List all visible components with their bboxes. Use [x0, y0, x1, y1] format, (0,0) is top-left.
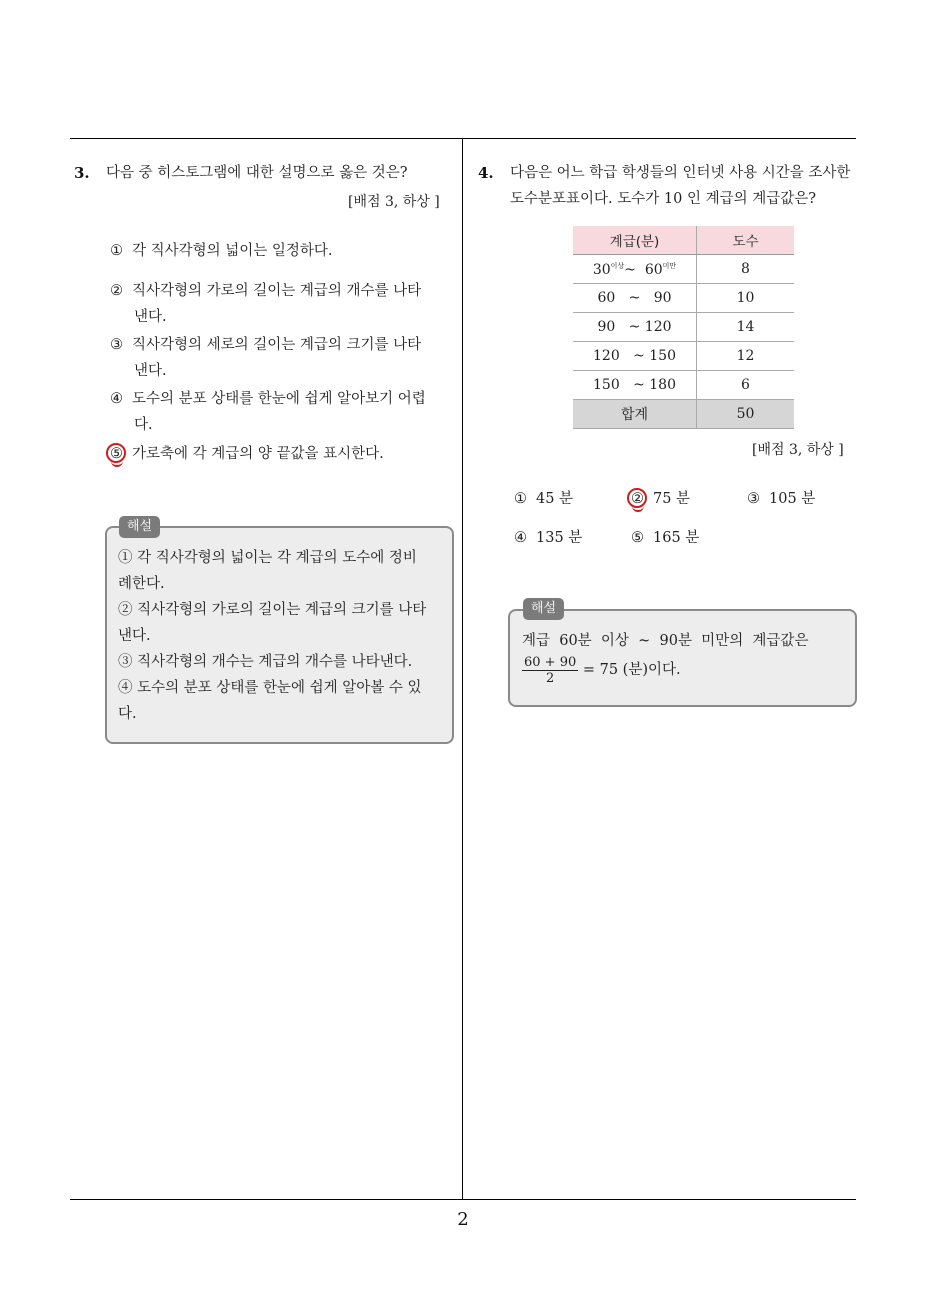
table-row: [573, 313, 794, 342]
option-text-cont: 다.: [134, 417, 153, 433]
q3-score: [배점 3, 하상 ]: [348, 194, 440, 210]
explanation-line: ③ 직사각형의 개수는 계급의 개수를 나타낸다.: [118, 654, 413, 670]
explanation-line: 계급 60분 이상 ~ 90분 미만의 계급값은: [522, 633, 809, 649]
option-mark: ③: [110, 337, 123, 353]
q3-option-4[interactable]: [110, 386, 426, 438]
option-mark: ⑤: [110, 446, 123, 462]
q3-explanation-text: [118, 545, 442, 727]
option-mark: ③: [747, 491, 760, 507]
bottom-divider: [70, 1199, 856, 1200]
table-cell-class: 90 ~ 120: [573, 313, 697, 342]
fraction-denominator: 2: [545, 670, 555, 686]
table-total-row: [573, 400, 794, 429]
q3-option-1[interactable]: [110, 238, 333, 264]
q3-explanation-tag: 해설: [119, 516, 160, 538]
option-text-cont: 낸다.: [134, 363, 167, 379]
q4-question-line1: 다음은 어느 학급 학생들의 인터넷 사용 시간을 조사한: [510, 165, 851, 181]
table-cell-frequency: 10: [697, 284, 795, 313]
option-mark: ②: [110, 283, 123, 299]
explanation-line: ② 직사각형의 가로의 길이는 계급의 크기를 나타: [118, 602, 427, 618]
table-cell-class: $30^{이상}\sim$ $60^{미만}$: [573, 255, 697, 284]
q3-option-5[interactable]: [110, 441, 384, 467]
option-mark: ⑤: [631, 530, 644, 546]
explanation-line: ④ 도수의 분포 상태를 한눈에 쉽게 알아볼 수 있: [118, 680, 422, 696]
table-header-class: 계급(분): [573, 226, 697, 255]
option-text: 도수의 분포 상태를 한눈에 쉽게 알아보기 어렵: [132, 391, 426, 407]
option-text: 75 분: [653, 491, 691, 507]
table-cell-frequency: 6: [697, 371, 795, 400]
q3-question: 다음 중 히스토그램에 대한 설명으로 옳은 것은?: [106, 165, 408, 181]
table-total-value: 50: [697, 400, 795, 429]
table-row: [573, 342, 794, 371]
option-text: 165 분: [653, 530, 700, 546]
table-cell-class: 120 ~ 150: [573, 342, 697, 371]
table-total-label: 합계: [573, 400, 697, 429]
option-mark: ①: [110, 243, 123, 259]
explanation-line: 낸다.: [118, 628, 151, 644]
explanation-line: 례한다.: [118, 576, 165, 592]
table-cell-frequency: 14: [697, 313, 795, 342]
option-mark: ④: [110, 391, 123, 407]
q4-number: 4.: [478, 164, 494, 182]
q4-question: [510, 160, 850, 212]
option-mark: ②: [631, 491, 644, 507]
option-text: 105 분: [769, 491, 816, 507]
option-text: 각 직사각형의 넓이는 일정하다.: [132, 243, 333, 259]
explanation-line: 다.: [118, 706, 137, 722]
q4-option-3[interactable]: [747, 486, 815, 512]
q4-explanation-text: [522, 628, 846, 686]
table-row: [573, 371, 794, 400]
formula-result: = 75 (분)이다.: [582, 662, 681, 678]
q4-question-line2: 도수분포표이다. 도수가 10 인 계급의 계급값은?: [510, 191, 817, 207]
q4-score: [배점 3, 하상 ]: [752, 442, 844, 458]
option-text: 45 분: [536, 491, 574, 507]
page-number: 2: [457, 1209, 469, 1230]
q4-explanation-tag: 해설: [523, 598, 564, 620]
table-cell-frequency: 8: [697, 255, 795, 284]
q4-option-4[interactable]: [514, 525, 582, 551]
option-text-cont: 낸다.: [134, 309, 167, 325]
fraction-numerator: 60 + 90: [524, 654, 577, 670]
column-divider: [462, 138, 463, 1200]
table-row: [573, 284, 794, 313]
q4-option-1[interactable]: [514, 486, 573, 512]
q4-option-5[interactable]: [631, 525, 699, 551]
table-cell-class: 150 ~ 180: [573, 371, 697, 400]
table-cell-class: 60 ~ 90: [573, 284, 697, 313]
table-row: [573, 255, 794, 284]
option-text: 직사각형의 세로의 길이는 계급의 크기를 나타: [132, 337, 422, 353]
explanation-line: ① 각 직사각형의 넓이는 각 계급의 도수에 정비: [118, 550, 417, 566]
table-header-frequency: 도수: [697, 226, 795, 255]
option-text: 직사각형의 가로의 길이는 계급의 개수를 나타: [132, 283, 422, 299]
option-mark: ④: [514, 530, 527, 546]
option-text: 가로축에 각 계급의 양 끝값을 표시한다.: [132, 446, 384, 462]
q3-number: 3.: [74, 164, 90, 182]
q3-option-2[interactable]: [110, 278, 421, 330]
table-cell-frequency: 12: [697, 342, 795, 371]
option-mark: ①: [514, 491, 527, 507]
fraction: [522, 655, 578, 686]
explanation-formula: [522, 654, 846, 686]
option-text: 135 분: [536, 530, 583, 546]
q3-option-3[interactable]: [110, 332, 421, 384]
frequency-table: [573, 226, 794, 429]
top-divider: [70, 138, 856, 139]
